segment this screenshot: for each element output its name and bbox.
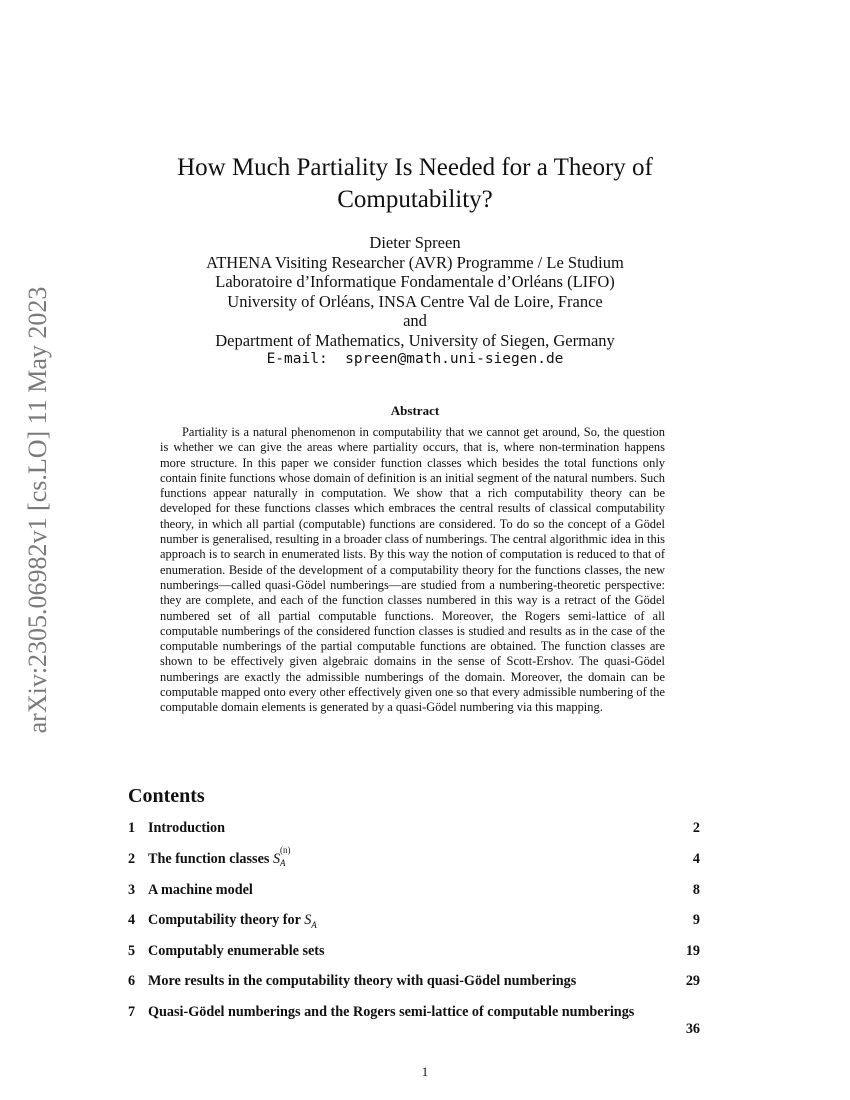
toc-page-number: 9 xyxy=(692,912,700,928)
math-subscript: A xyxy=(280,858,286,868)
email-address[interactable]: spreen@math.uni-siegen.de xyxy=(345,351,564,367)
page-number: 1 xyxy=(421,1064,429,1079)
author-block xyxy=(150,233,680,370)
title-line-1: How Much Partiality Is Needed for a Theory of xyxy=(177,154,653,181)
affiliation-and: and xyxy=(403,311,427,330)
math-symbol: S xyxy=(304,912,312,928)
email-line xyxy=(150,350,680,370)
math-symbol: S xyxy=(272,851,281,867)
math-subscript: A xyxy=(311,919,317,930)
toc-page-number: 4 xyxy=(692,851,700,867)
toc-title-text: Computability theory for xyxy=(148,912,301,928)
email-label: E-mail: xyxy=(266,351,328,367)
contents-heading: Contents xyxy=(128,785,205,807)
toc-number: 5 xyxy=(128,943,136,959)
toc-entry-rogers-semilattice[interactable] xyxy=(128,1004,700,1038)
paper-title xyxy=(150,152,680,216)
toc-title xyxy=(148,845,673,868)
affiliation-2: Laboratoire d’Informatique Fondamentale d’Orléans (LIFO) xyxy=(215,272,615,291)
math-superscript: (n) xyxy=(280,845,291,855)
toc-number: 1 xyxy=(128,820,136,836)
toc-page-number: 29 xyxy=(685,973,700,989)
toc-number: 6 xyxy=(128,973,136,989)
affiliation-3: University of Orléans, INSA Centre Val de Loire, France xyxy=(227,291,603,311)
toc-title-text: The function classes xyxy=(148,851,270,867)
title-line-2: Computability? xyxy=(337,186,493,213)
toc-page-number: 8 xyxy=(692,882,700,898)
abstract-heading: Abstract xyxy=(390,403,440,418)
toc-number: 7 xyxy=(128,1004,136,1020)
arxiv-identifier-stamp: arXiv:2305.06982v1 [cs.LO] 11 May 2023 xyxy=(23,286,52,734)
toc-title: Computably enumerable sets xyxy=(148,943,325,959)
toc-page-number: 36 xyxy=(685,1021,700,1037)
toc-title: More results in the computability theory with quasi-Gödel numberings xyxy=(148,973,577,989)
affiliation-1: ATHENA Visiting Researcher (AVR) Programme / Le Studium xyxy=(206,252,624,272)
toc-page-number: 19 xyxy=(685,943,700,959)
toc-title: A machine model xyxy=(148,882,253,898)
toc-title: Introduction xyxy=(148,820,225,836)
author-name: Dieter Spreen xyxy=(369,233,461,252)
math-scripts xyxy=(280,845,296,868)
toc-number: 2 xyxy=(128,851,136,867)
toc-number: 3 xyxy=(128,882,136,898)
toc-page-number: 2 xyxy=(692,820,700,836)
toc-title: Quasi-Gödel numberings and the Rogers semi-lattice of computable numberings xyxy=(148,1004,635,1020)
toc-title xyxy=(148,912,673,934)
abstract-text: Partiality is a natural phenomenon in computability that we cannot get around, So, the question is whether we can give the areas where partiality occurs, that is, where non-termination happens more structure. In this paper we consider function classes which besides the total functions only contain finite functions whose domain of definition is an initial segment of the natural numbers. Such functions appear naturally in computation. We show that a rich computability theory can be developed for these functions classes which embraces the central results of classical computability theory, in which all partial (computable) functions are considered. To do so the concept of a Gödel number is generalised, resulting in a broader class of numberings. The central algorithmic idea in this approach is to search in enumerated lists. By this way the notion of computation is reduced to that of enumeration. Beside of the development of a computability theory for the functions classes, the new numberings—called quasi-Gödel numberings—are studied from a numbering-theoretic perspective: they are complete, and each of the function classes numbered in this way is a retract of the Gödel numbered set of all partial computable functions. Moreover, the Rogers semi-lattice of all computable numberings of the considered function classes is studied and results as in the case of the computable numberings of the partial computable functions are obtained. The function classes are shown to be effectively given algebraic domains in the sense of Scott-Ershov. The quasi-Gödel numberings are exactly the admissible numberings of the domain. Moreover, the domain can be computable mapped onto every other effectively given one so that every admissible numbering of the computable domain elements is generated by a quasi-Gödel numbering via this mapping. xyxy=(160,425,665,715)
affiliation-4: Department of Mathematics, University of Siegen, Germany xyxy=(215,330,615,350)
toc-number: 4 xyxy=(128,912,136,928)
